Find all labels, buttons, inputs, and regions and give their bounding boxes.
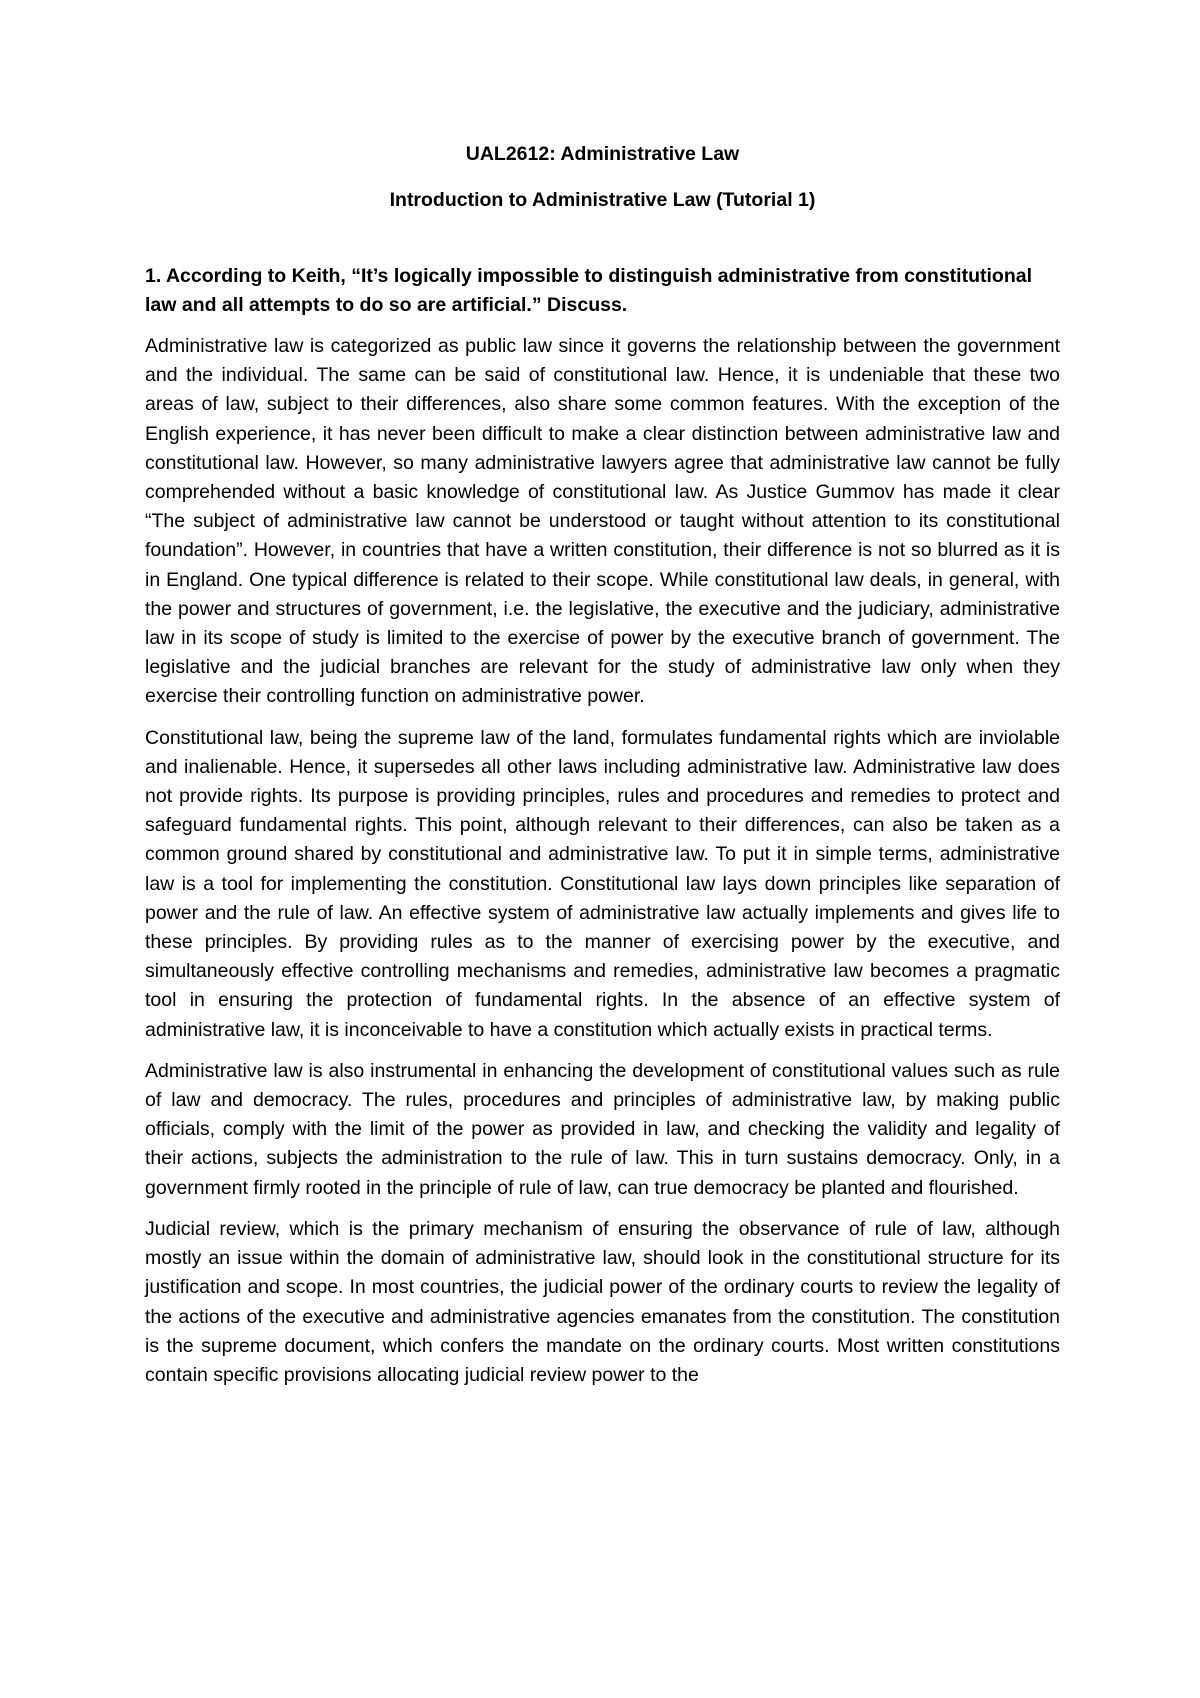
paragraph-2: Constitutional law, being the supreme law of the land, formulates fundamental rights which are inviolable and inalienable. Hence, it supersedes all other laws including administrative law. Administrative law does not provide rights. Its purpose is providing principles, rules and procedures and remedies to protect and safeguard fundamental rights. This point, although relevant to their differences, can also be taken as a common ground shared by constitutional and administrative law. To put it in simple terms, administrative law is a tool for implementing the constitution. Constitutional law lays down principles like separation of power and the rule of law. An effective system of administrative law actually implements and gives life to these principles. By providing rules as to the manner of exercising power by the executive, and simultaneously effective controlling mechanisms and remedies, administrative law becomes a pragmatic tool in ensuring the protection of fundamental rights. In the absence of an effective system of administrative law, it is inconceivable to have a constitution which actually exists in practical terms. (145, 726, 1060, 1041)
paragraph-3: Administrative law is also instrumental in enhancing the development of constitutional values such as rule of law and democracy. The rules, procedures and principles of administrative law, by making public officials, comply with the limit of the power as provided in law, and checking the validity and legality of their actions, subjects the administration to the rule of law. This in turn sustains democracy. Only, in a government firmly rooted in the principle of rule of law, can true democracy be planted and flourished. (145, 1059, 1060, 1199)
document-subtitle: Introduction to Administrative Law (Tutorial 1) (389, 189, 816, 211)
document-body (145, 140, 1060, 1402)
paragraph-1: Administrative law is categorized as public law since it governs the relationship between the government and the individual. The same can be said of constitutional law. Hence, it is undeniable that these two areas of law, subject to their differences, also share some common features. With the exception of the English experience, it has never been difficult to make a clear distinction between administrative law and constitutional law. However, so many administrative lawyers agree that administrative law cannot be fully comprehended without a basic knowledge of constitutional law. As Justice Gummov has made it clear “The subject of administrative law cannot be understood or taught without attention to its constitutional foundation”. However, in countries that have a written constitution, their difference is not so blurred as it is in England. One typical difference is related to their scope. While constitutional law deals, in general, with the power and structures of government, i.e. the legislative, the executive and the judiciary, administrative law in its scope of study is limited to the exercise of power by the executive branch of government. The legislative and the judicial branches are relevant for the study of administrative law only when they exercise their controlling function on administrative power. (145, 335, 1060, 708)
question-heading: 1. According to Keith, “It’s logically impossible to distinguish administrative from constitutional law and all attempts to do so are artificial.” Discuss. (145, 265, 1032, 316)
document-title: UAL2612: Administrative Law (465, 143, 740, 165)
paragraph-4: Judicial review, which is the primary mechanism of ensuring the observance of rule of law, although mostly an issue within the domain of administrative law, should look in the constitutional structure for its justification and scope. In most countries, the judicial power of the ordinary courts to review the legality of the actions of the executive and administrative agencies emanates from the constitution. The constitution is the supreme document, which confers the mandate on the ordinary courts. Most written constitutions contain specific provisions allocating judicial review power to the (145, 1217, 1060, 1386)
